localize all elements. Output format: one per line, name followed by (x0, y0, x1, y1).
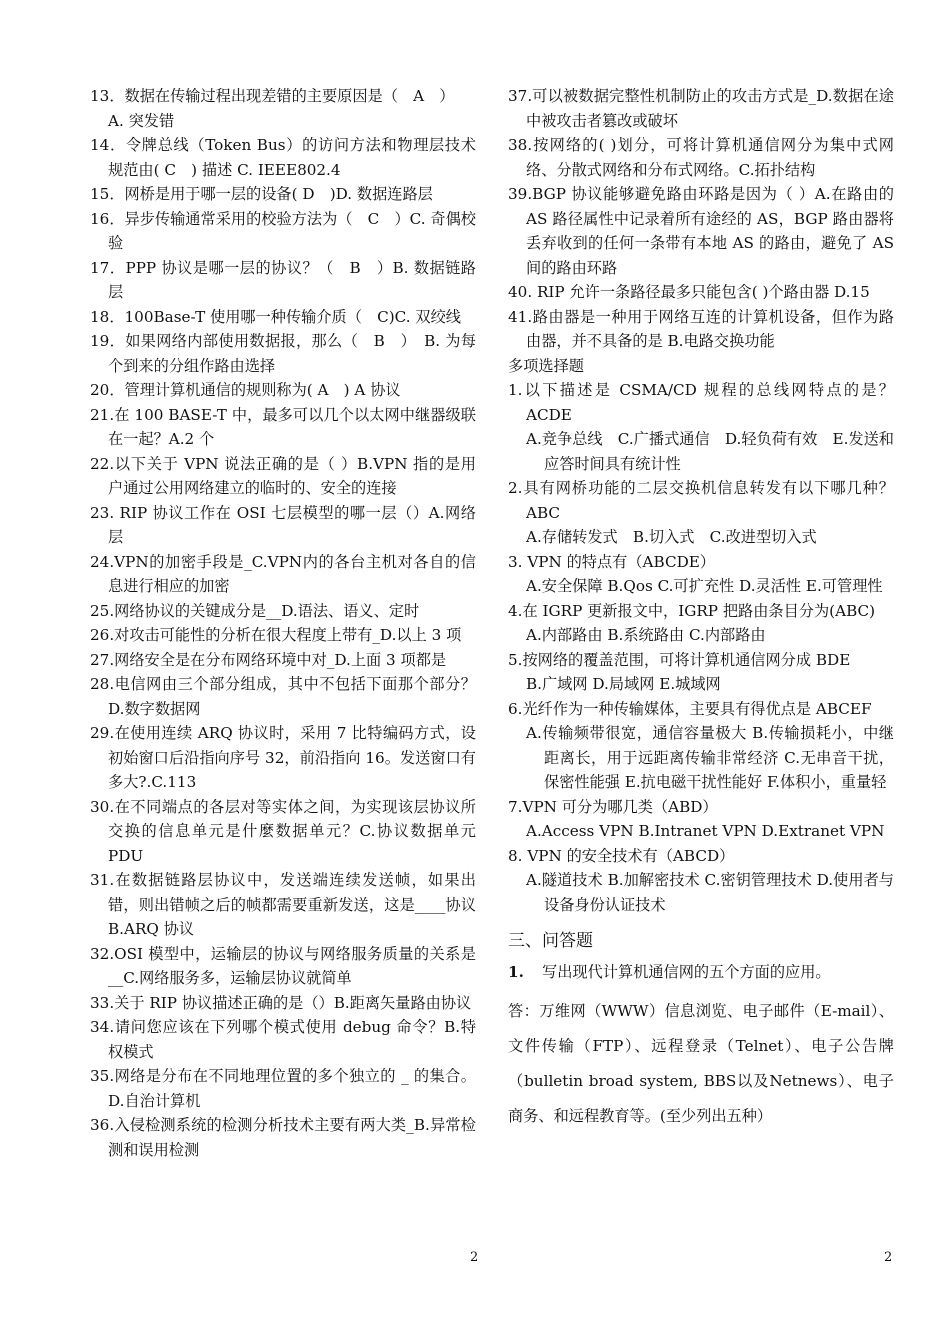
question-text: 4.在 IGRP 更新报文中，IGRP 把路由条目分为(ABC) (508, 601, 876, 620)
question-item: 15．网桥是用于哪一层的设备( D )D. 数据连路层 (90, 185, 433, 203)
multi-choice-heading: 多项选择题 (508, 356, 584, 375)
question-text: 写出现代计算机通信网的五个方面的应用。 (542, 962, 831, 981)
question-item: 26.对攻击可能性的分析在很大程度上带有_D.以上 3 项 (90, 626, 462, 644)
question-item: 30.在不同端点的各层对等实体之间，为实现该层协议所交换的信息单元是什麼数据单元？C.协议数据单元 PDU (90, 797, 476, 865)
question-text: 1.以下描述是 CSMA/CD 规程的总线网特点的是？ACDE (508, 381, 894, 424)
multi-question-item (508, 550, 894, 599)
question-item: 24.VPN的加密手段是_C.VPN内的各台主机对各自的信息进行相应的加密 (90, 552, 476, 595)
question-item: 19．如果网络内部使用数据报，那么（ B ） B. 为每个到来的分组作路由选择 (90, 332, 476, 375)
options-text: A.安全保障 B.Qos C.可扩充性 D.灵活性 E.可管理性 (526, 577, 883, 595)
options-text: A.竞争总线 C.广播式通信 D.轻负荷有效 E.发送和应答时间具有统计性 (526, 430, 894, 473)
multi-choice-list (508, 378, 894, 917)
options-text: A.传输频带很宽，通信容量极大 B.传输损耗小，中继距离长，用于远距离传输非常经济 C.无串音干扰，保密性能强 E.抗电磁干扰性能好 F.体积小，重量轻 (526, 724, 894, 791)
options-text: A.存储转发式 B.切入式 C.改进型切入式 (526, 528, 817, 546)
question-number: 1. (508, 962, 524, 981)
multi-question-item (508, 378, 894, 476)
question-item: 25.网络协议的关键成分是__D.语法、语义、定时 (90, 601, 420, 620)
question-text: 3. VPN 的特点有（ABCDE） (508, 552, 716, 571)
question-item: 18．100Base-T 使用哪一种传输介质（ C)C. 双绞线 (90, 307, 461, 326)
question-text: 7.VPN 可分为哪几类（ABD） (508, 797, 718, 816)
question-item: 27.网络安全是在分布网络环境中对_D.上面 3 项都是 (90, 650, 447, 669)
question-item: 28.电信网由三个部分组成，其中不包括下面那个部分？D.数字数据网 (90, 675, 476, 718)
options-text: A.隧道技术 B.加解密技术 C.密钥管理技术 D.使用者与设备身份认证技术 (526, 871, 894, 914)
multi-question-item (508, 697, 894, 795)
options-text: B.广域网 D.局域网 E.城域网 (526, 675, 721, 693)
question-item: 23. RIP 协议工作在 OSI 七层模型的哪一层（）A.网络层 (90, 503, 476, 546)
question-item: 20．管理计算机通信的规则称为( A ) A 协议 (90, 381, 401, 399)
question-item: 41.路由器是一种用于网络互连的计算机设备，但作为路由器，并不具备的是 B.电路交换功能 (508, 307, 894, 350)
essay-answer: 答：万维网（WWW）信息浏览、电子邮件（E-mail）、文件传输（FTP）、远程登录（Telnet）、电子公告牌（bulletin broad system, BBS以及Netnews）、电子商务、和远程教育等。(至少列出五种） (508, 1002, 894, 1125)
question-item: 35.网络是分布在不同地理位置的多个独立的 _ 的集合。D.自治计算机 (90, 1067, 476, 1110)
section-title: 三、问答题 (508, 931, 593, 951)
question-item: 32.OSI 模型中，运输层的协议与网络服务质量的关系是__C.网络服务多，运输层协议就简单 (90, 944, 476, 987)
question-text: 6.光纤作为一种传输媒体，主要具有得优点是 ABCEF (508, 699, 872, 718)
multi-question-item (508, 648, 894, 697)
question-item: 39.BGP 协议能够避免路由环路是因为（ ）A.在路由的 AS 路径属性中记录着所有途经的 AS，BGP 路由器将丢弃收到的任何一条带有本地 AS 的路由，避免了 AS 间的路由环路 (508, 185, 894, 277)
page-number-right: 2 (884, 1250, 893, 1265)
question-item: 14．令牌总线（Token Bus）的访问方法和物理层技术规范由( C ) 描述 C. IEEE802.4 (90, 136, 476, 179)
question-item: 36.入侵检测系统的检测分析技术主要有两大类_B.异常检测和误用检测 (90, 1116, 476, 1159)
answer-text: A. 突发错 (108, 111, 175, 130)
question-text: 13．数据在传输过程出现差错的主要原因是（ A ） (90, 87, 455, 105)
question-item: 38.按网络的( )划分，可将计算机通信网分为集中式网络、分散式网络和分布式网络。C.拓扑结构 (508, 136, 894, 179)
right-column (508, 84, 894, 1134)
options-text: A.Access VPN B.Intranet VPN D.Extranet VPN (526, 822, 885, 840)
page-number-left: 2 (470, 1250, 479, 1265)
question-item: 29.在使用连续 ARQ 协议时，采用 7 比特编码方式，设初始窗口后沿指向序号 32，前沿指向 16。发送窗口有多大?.C.113 (90, 724, 476, 791)
multi-question-item (508, 476, 894, 550)
options-text: A.内部路由 B.系统路由 C.内部路由 (526, 626, 766, 644)
question-item: 16．异步传输通常采用的校验方法为（ C ）C. 奇偶校验 (90, 209, 476, 252)
essay-question (508, 960, 894, 985)
multi-question-item (508, 844, 894, 918)
question-text: 5.按网络的覆盖范围，可将计算机通信网分成 BDE (508, 650, 851, 669)
question-text: 8. VPN 的安全技术有（ABCD） (508, 846, 735, 865)
question-item: 31.在数据链路层协议中，发送端连续发送帧，如果出错，则出错帧之后的帧都需要重新发送，这是____协议 B.ARQ 协议 (90, 871, 476, 938)
question-item: 33.关于 RIP 协议描述正确的是（）B.距离矢量路由协议 (90, 993, 472, 1012)
left-column (90, 84, 476, 1162)
question-item (90, 84, 476, 133)
question-item: 37.可以被数据完整性机制防止的攻击方式是_D.数据在途中被攻击者篡改或破坏 (508, 87, 894, 130)
question-item: 22.以下关于 VPN 说法正确的是（ ）B.VPN 指的是用户通过公用网络建立的临时的、安全的连接 (90, 454, 476, 497)
multi-question-item (508, 599, 894, 648)
question-item: 21.在 100 BASE-T 中，最多可以几个以太网中继器级联在一起？A.2 个 (90, 405, 476, 448)
left-question-list (90, 84, 476, 1162)
question-text: 2.具有网桥功能的二层交换机信息转发有以下哪几种？ABC (508, 479, 894, 522)
question-item: 17．PPP 协议是哪一层的协议？（ B ）B. 数据链路层 (90, 258, 476, 301)
question-item: 34.请问您应该在下列哪个模式使用 debug 命令？B.特权模式 (90, 1018, 476, 1061)
multi-question-item (508, 795, 894, 844)
question-item: 40. RIP 允许一条路径最多只能包含( )个路由器 D.15 (508, 283, 870, 301)
right-question-list (508, 84, 894, 354)
